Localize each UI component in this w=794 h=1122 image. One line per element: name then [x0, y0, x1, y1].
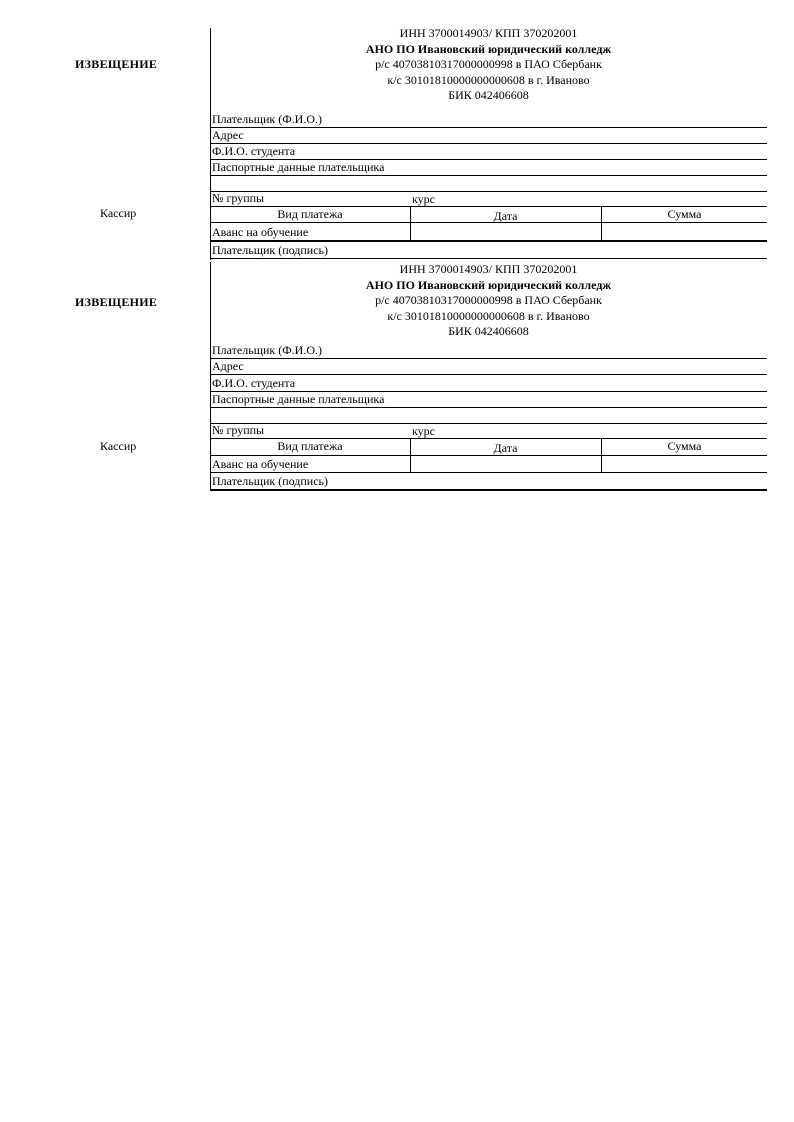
correspondent-account: к/с 30101810000000000608 в г. Иваново: [387, 308, 590, 323]
amount-header: Сумма: [667, 439, 702, 453]
course-label: курс: [412, 424, 435, 438]
address-label: Адрес: [212, 359, 244, 373]
date-input-cell[interactable]: [410, 456, 602, 472]
address-field[interactable]: [210, 359, 767, 375]
inn-kpp: ИНН 3700014903/ КПП 370202001: [399, 26, 578, 40]
slip-body: [210, 262, 767, 492]
notice-label: ИЗВЕЩЕНИЕ: [75, 295, 158, 309]
payee-details: [160, 26, 794, 104]
blank-line[interactable]: [210, 176, 767, 192]
payment-table-row: [210, 223, 767, 242]
payer-signature-label: Плательщик (подпись): [212, 474, 329, 488]
date-header-cell: [410, 207, 602, 222]
payment-type-cell: [210, 456, 411, 472]
payment-type-header: Вид платежа: [277, 439, 343, 453]
payer-name-label: Плательщик (Ф.И.О.): [212, 343, 322, 357]
payment-type-header-cell: [210, 207, 411, 222]
date-header: Дата: [493, 441, 518, 455]
student-name-field[interactable]: [210, 375, 767, 392]
correspondent-account: к/с 30101810000000000608 в г. Иваново: [387, 72, 590, 87]
passport-field[interactable]: [210, 392, 767, 408]
date-input-cell[interactable]: [410, 223, 602, 240]
payment-type-cell: [210, 223, 411, 240]
payment-slip-1: [0, 26, 794, 260]
bik: БИК 042406608: [448, 88, 529, 103]
payment-table-header: [210, 207, 767, 223]
payer-name-field[interactable]: [210, 342, 767, 359]
date-header-cell: [410, 439, 602, 455]
payer-signature-field[interactable]: [210, 473, 767, 491]
payment-type-value: Аванс на обучение: [212, 457, 309, 471]
payer-name-field[interactable]: [210, 111, 767, 128]
settlement-account: р/с 40703810317000000998 в ПАО Сбербанк: [375, 293, 602, 308]
course-label: курс: [412, 192, 435, 206]
passport-field[interactable]: [210, 160, 767, 176]
payer-signature-field[interactable]: [210, 242, 767, 259]
slip-body: [210, 26, 767, 260]
group-course-field[interactable]: [210, 424, 767, 439]
payment-slip-2: [0, 262, 794, 492]
address-label: Адрес: [212, 128, 244, 142]
group-course-field[interactable]: [210, 192, 767, 207]
inn-kpp: ИНН 3700014903/ КПП 370202001: [399, 262, 578, 276]
payer-name-label: Плательщик (Ф.И.О.): [212, 112, 322, 126]
blank-line[interactable]: [210, 408, 767, 424]
organization-name: АНО ПО Ивановский юридический колледж: [365, 41, 612, 56]
payment-type-header-cell: [210, 439, 411, 455]
student-name-label: Ф.И.О. студента: [212, 376, 296, 390]
student-name-label: Ф.И.О. студента: [212, 144, 296, 158]
date-header: Дата: [493, 209, 518, 223]
notice-label: ИЗВЕЩЕНИЕ: [75, 57, 158, 71]
cashier-label: Кассир: [100, 439, 137, 453]
payment-table-row: [210, 456, 767, 473]
cashier-label: Кассир: [100, 206, 137, 220]
payer-signature-label: Плательщик (подпись): [212, 243, 329, 257]
amount-header: Сумма: [667, 207, 702, 221]
payment-type-value: Аванс на обучение: [212, 225, 309, 239]
passport-label: Паспортные данные плательщика: [212, 392, 385, 406]
settlement-account: р/с 40703810317000000998 в ПАО Сбербанк: [375, 57, 602, 72]
group-label: № группы: [212, 423, 265, 437]
bik: БИК 042406608: [448, 324, 529, 339]
payment-table-header: [210, 439, 767, 456]
payee-details: [160, 262, 794, 340]
group-label: № группы: [212, 191, 265, 205]
address-field[interactable]: [210, 128, 767, 144]
organization-name: АНО ПО Ивановский юридический колледж: [365, 277, 612, 292]
student-name-field[interactable]: [210, 144, 767, 160]
passport-label: Паспортные данные плательщика: [212, 160, 385, 174]
payment-type-header: Вид платежа: [277, 207, 343, 221]
